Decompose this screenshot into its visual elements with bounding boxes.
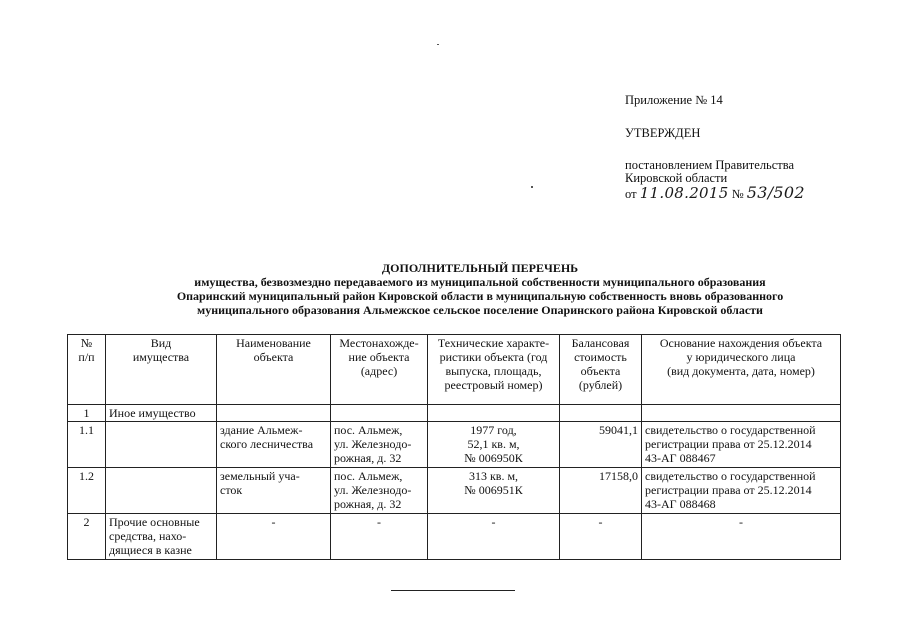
end-of-document-rule [391,590,515,591]
col-header-specs: Технические характе- ристики объекта (год выпуска, площадь, реестровый номер) [428,335,560,405]
row-address: - [331,514,428,560]
document-title-line-1: имущества, безвозмездно передаваемого из муниципальной собственности муниципального образования [194,275,766,289]
row-basis: свидетельство о государственной регистрации права от 25.12.2014 43-АГ 088468 [642,468,841,514]
row-name: - [217,514,331,560]
row-name: земельный уча- сток [217,468,331,514]
row-address: пос. Альмеж, ул. Железнодо- рожная, д. 32 [331,468,428,514]
decree-date-line [625,185,805,202]
decree-line-2: Кировской области [625,171,728,185]
col-header-number: № п/п [68,335,106,405]
col-header-name: Наименование объекта [217,335,331,405]
col-header-address: Местонахожде- ние объекта (адрес) [331,335,428,405]
row-type: Иное имущество [106,405,217,422]
scan-speck [531,186,533,188]
decree-line-1: постановлением Правительства [625,158,795,172]
row-value: 59041,1 [560,422,642,468]
approved-label: УТВЕРЖДЕН [625,126,701,140]
row-address: пос. Альмеж, ул. Железнодо- рожная, д. 32 [331,422,428,468]
row-number: 1.2 [68,468,106,514]
table-row [68,514,841,560]
table-row [68,422,841,468]
row-number: 2 [68,514,106,560]
row-name: здание Альмеж- ского лесничества [217,422,331,468]
row-specs [428,405,560,422]
document-heading: ДОПОЛНИТЕЛЬНЫЙ ПЕРЕЧЕНЬ [381,261,579,275]
scan-speck [437,44,439,45]
appendix-label: Приложение № 14 [625,93,723,107]
row-basis: - [642,514,841,560]
row-type [106,422,217,468]
col-header-type: Вид имущества [106,335,217,405]
row-basis: свидетельство о государственной регистрации права от 25.12.2014 43-АГ 088467 [642,422,841,468]
table-row [68,405,841,422]
col-header-basis: Основание нахождения объекта у юридического лица (вид документа, дата, номер) [642,335,841,405]
table-header-row [68,335,841,405]
row-value: 17158,0 [560,468,642,514]
row-number: 1.1 [68,422,106,468]
decree-from-label: от [625,187,637,201]
col-header-value: Балансовая стоимость объекта (рублей) [560,335,642,405]
row-value: - [560,514,642,560]
decree-number-handwritten: 53/502 [746,183,805,202]
row-basis [642,405,841,422]
row-specs: 1977 год, 52,1 кв. м, № 006950К [428,422,560,468]
row-type: Прочие основные средства, нахо- дящиеся в казне [106,514,217,560]
row-specs: - [428,514,560,560]
row-address [331,405,428,422]
decree-date-handwritten: 11.08.2015 [639,184,729,202]
property-table [67,334,841,560]
row-name [217,405,331,422]
decree-number-label: № [731,187,744,201]
row-type [106,468,217,514]
row-value [560,405,642,422]
table-row [68,468,841,514]
row-number: 1 [68,405,106,422]
document-title-line-3: муниципального образования Альмежское сельское поселение Опаринского района Кировской области [197,303,763,317]
document-title-line-2: Опаринский муниципальный район Кировской области в муниципальную собственность вновь образованного [176,289,784,303]
row-specs: 313 кв. м, № 006951К [428,468,560,514]
